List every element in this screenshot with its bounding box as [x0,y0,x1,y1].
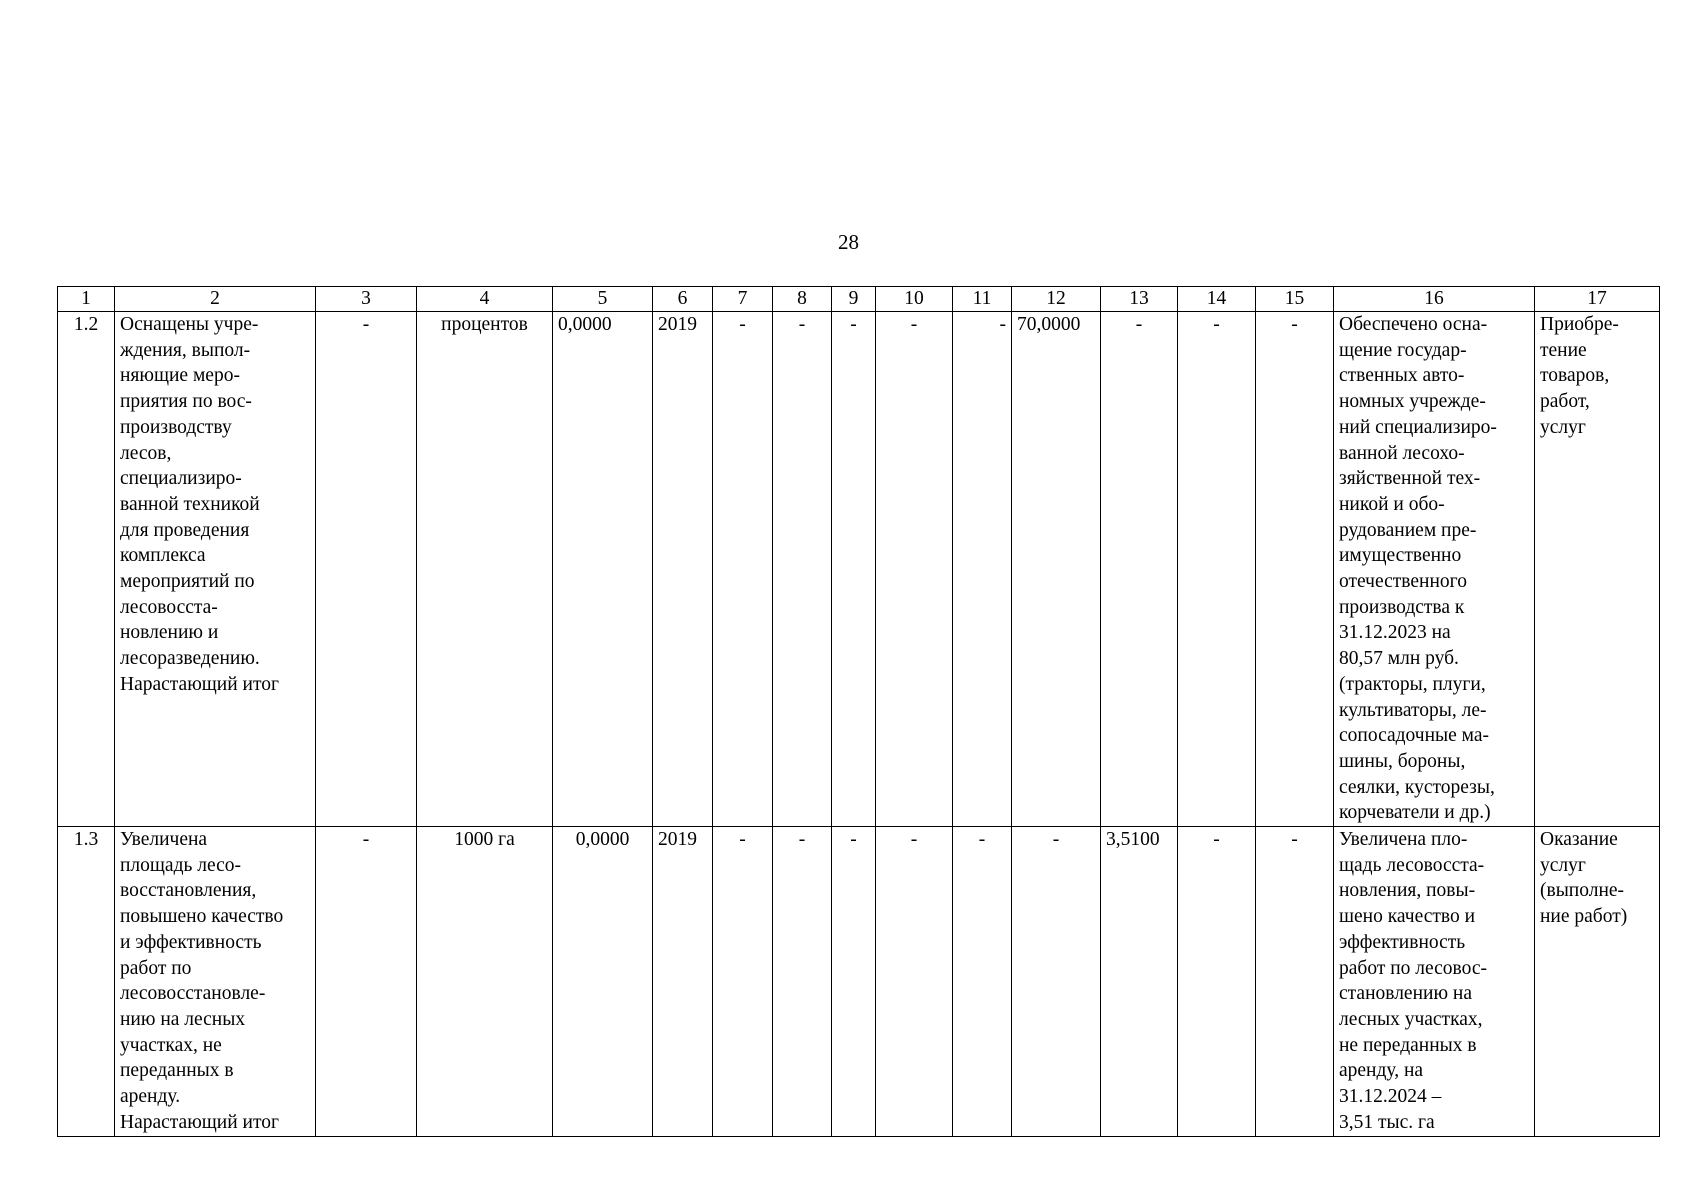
column-number: 11 [953,287,1012,312]
row-number: 1.2 [58,312,115,827]
table-cell: - [1256,827,1334,1136]
column-number: 6 [653,287,713,312]
table-cell: - [953,312,1012,827]
column-number: 10 [876,287,953,312]
base-year-cell: 2019 [653,827,713,1136]
table-cell: 70,0000 [1012,312,1101,827]
column-number: 3 [316,287,417,312]
column-number: 8 [773,287,832,312]
indicators-table [57,286,1660,1137]
base-value-cell: 0,0000 [553,827,653,1136]
result-type: Приобре- тение товаров, работ, услуг [1535,312,1660,827]
table-cell: - [1101,312,1178,827]
table-cell: - [713,827,773,1136]
table-cell: - [1012,827,1101,1136]
unit-cell: 1000 га [417,827,553,1136]
column-number: 4 [417,287,553,312]
result-characteristic: Увеличена пло- щадь лесовосста- новления, повы- шено качество и эффективность работ по лесовос- становлению на лесных участках, не переданных в аренду, на 31.12.2024 – 3,51 тыс. га [1334,827,1535,1136]
column-number: 17 [1535,287,1660,312]
table-row [58,827,1660,1136]
table-cell: - [773,312,832,827]
row-number: 1.3 [58,827,115,1136]
column-number: 5 [553,287,653,312]
table-cell: - [953,827,1012,1136]
result-description: Оснащены учре- ждения, выпол- няющие меро- приятия по вос- производству лесов, специализиро- ванной техникой для проведения комплекса мероприятий по лесовосста- новлению и лесоразведению. Нарастающий итог [115,312,316,827]
table-cell: 3,5100 [1101,827,1178,1136]
column-number: 14 [1178,287,1256,312]
table-cell: - [1256,312,1334,827]
page-number: 28 [838,230,859,254]
base-value-cell: 0,0000 [553,312,653,827]
column-number: 12 [1012,287,1101,312]
result-description: Увеличена площадь лесо- восстановления, повышено качество и эффективность работ по лесовосстановле- нию на лесных участках, не переданных в аренду. Нарастающий итог [115,827,316,1136]
column-number: 13 [1101,287,1178,312]
column-number: 7 [713,287,773,312]
result-type: Оказание услуг (выполне- ние работ) [1535,827,1660,1136]
table-cell: - [773,827,832,1136]
table-cell: - [876,827,953,1136]
table-cell: - [316,827,417,1136]
table-row [58,312,1660,827]
column-number-row [58,287,1660,312]
table-cell: - [876,312,953,827]
column-number: 16 [1334,287,1535,312]
table-cell: - [1178,312,1256,827]
unit-cell: процентов [417,312,553,827]
table-cell: - [1178,827,1256,1136]
table-cell: - [316,312,417,827]
column-number: 1 [58,287,115,312]
table-cell: - [713,312,773,827]
column-number: 15 [1256,287,1334,312]
column-number: 9 [832,287,876,312]
base-year-cell: 2019 [653,312,713,827]
result-characteristic: Обеспечено осна- щение государ- ственных авто- номных учрежде- ний специализиро- ванной лесохо- зяйственной тех- никой и обо- рудованием пре- имущественно отечественного производства к 31.12.2023 на 80,57 млн руб. (тракторы, плуги, культиваторы, ле- сопосадочные ма- шины, бороны, сеялки, кусторезы, корчеватели и др.) [1334,312,1535,827]
column-number: 2 [115,287,316,312]
table-cell: - [832,827,876,1136]
table-cell: - [832,312,876,827]
